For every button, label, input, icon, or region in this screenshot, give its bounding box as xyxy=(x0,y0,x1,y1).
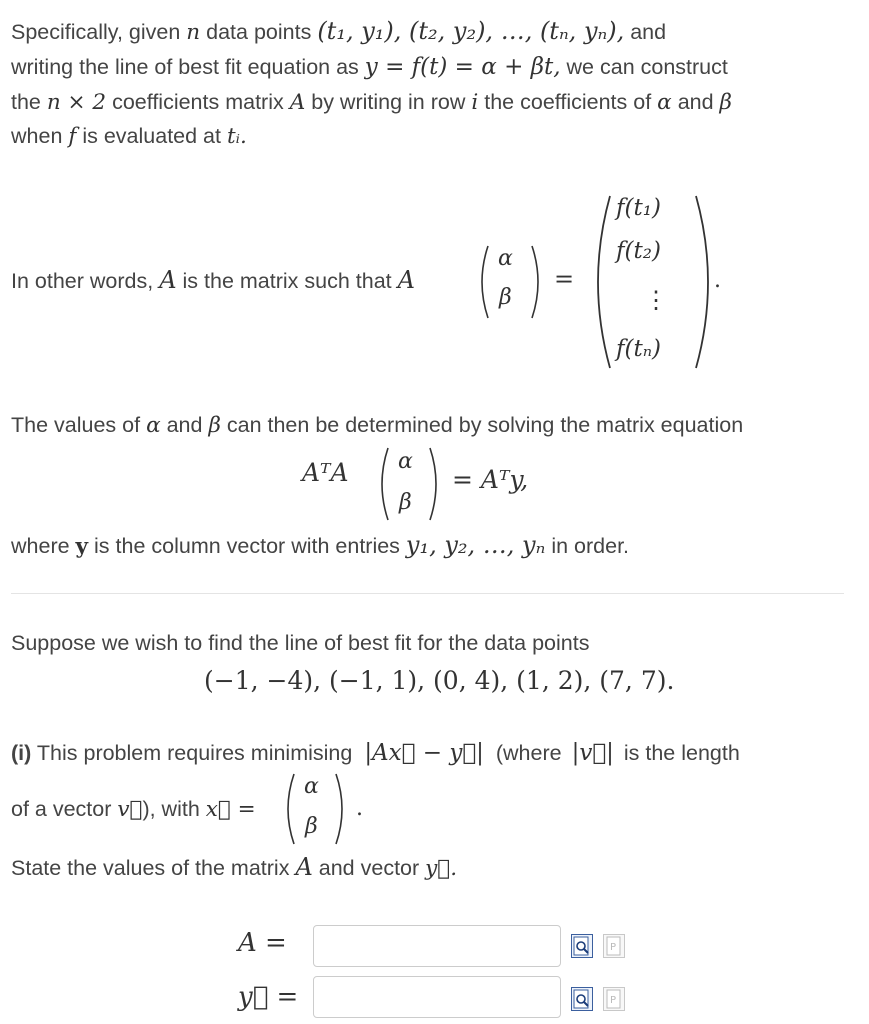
text: we can construct xyxy=(566,55,728,79)
answer-y-label: y⃗ = xyxy=(238,982,299,1012)
vec-beta: β xyxy=(305,814,318,839)
text: In other words, xyxy=(11,269,154,293)
math-y-vec: y⃗. xyxy=(425,856,458,881)
intro-line-2 xyxy=(11,50,728,84)
text: Specifically, given xyxy=(11,20,181,44)
math-A: A xyxy=(159,266,177,294)
text: This problem requires minimising xyxy=(36,741,353,765)
f-t1: f(t₁) xyxy=(616,195,661,221)
part-i-line xyxy=(11,736,740,770)
text: (where xyxy=(495,741,562,765)
text: is the matrix such that xyxy=(182,269,392,293)
math-norm-v: |v⃗| xyxy=(571,740,614,766)
text: data points xyxy=(206,20,312,44)
text: and vector xyxy=(318,856,420,880)
text: and xyxy=(677,90,714,114)
preview-icon[interactable] xyxy=(571,934,593,958)
text: is evaluated at xyxy=(82,124,221,148)
math-entries: y₁, y₂, …, yₙ xyxy=(405,531,546,559)
text: the xyxy=(11,90,41,114)
math-data-points: (t₁, y₁), (t₂, y₂), …, (tₙ, yₙ), xyxy=(317,17,625,45)
math-beta: β xyxy=(208,413,221,438)
math-norm: |Ax⃗ − y⃗| xyxy=(364,740,484,766)
period: . xyxy=(356,796,363,821)
vec-alpha: α xyxy=(498,246,513,271)
text: when xyxy=(11,124,63,148)
normal-eq-intro xyxy=(11,408,743,443)
answer-A-label: A = xyxy=(238,928,287,958)
section-divider xyxy=(11,593,844,594)
text: The values of xyxy=(11,413,141,437)
math-y-bold: y xyxy=(75,534,89,559)
syntax-help-icon xyxy=(603,987,625,1011)
text: can then be determined by solving the matrix equation xyxy=(226,413,744,437)
preview-icon[interactable] xyxy=(571,987,593,1011)
text: by writing in row xyxy=(311,90,466,114)
intro-line-4 xyxy=(11,119,247,154)
text: State the values of the matrix xyxy=(11,856,290,880)
math-x-eq: x⃗ = xyxy=(205,797,256,822)
math-beta: β xyxy=(719,90,732,115)
vec-beta: β xyxy=(499,285,512,310)
state-line xyxy=(11,850,457,886)
math-alpha: α xyxy=(146,413,161,438)
math-v: v⃗ xyxy=(117,797,143,822)
text: of a vector xyxy=(11,797,112,821)
equals-sign: = xyxy=(554,265,575,293)
text: in order. xyxy=(551,534,630,558)
syntax-help-icon xyxy=(603,934,625,958)
text: and xyxy=(630,20,667,44)
math-n: n xyxy=(186,20,201,45)
text: writing the line of best fit equation as xyxy=(11,55,359,79)
math-dimension: n × 2 xyxy=(46,90,107,115)
intro-line-3 xyxy=(11,85,732,120)
text: coefficients matrix xyxy=(112,90,284,114)
intro-line-1 xyxy=(11,14,666,50)
part-label: (i) xyxy=(11,741,32,765)
math-A: A xyxy=(289,90,306,115)
answer-A-input[interactable] xyxy=(313,925,561,967)
vec-alpha: α xyxy=(304,774,319,799)
other-words-line xyxy=(11,263,415,298)
math-t-i: tᵢ. xyxy=(226,124,247,149)
math-f: f xyxy=(68,124,77,149)
text: is the length xyxy=(623,741,740,765)
math-alpha: α xyxy=(657,90,672,115)
math-i: i xyxy=(471,90,479,115)
text: and xyxy=(166,413,203,437)
math-fit-equation: y = f(t) = α + βt, xyxy=(364,54,561,80)
where-line xyxy=(11,528,629,564)
suppose-line: Suppose we wish to find the line of best fit for the data points xyxy=(11,631,590,655)
period: . xyxy=(714,268,721,293)
text: the coefficients of xyxy=(484,90,652,114)
svg-text:P: P xyxy=(610,995,617,1006)
normal-eq-rhs: = Aᵀy, xyxy=(452,465,529,494)
svg-text:P: P xyxy=(610,942,617,953)
text: where xyxy=(11,534,70,558)
vec-alpha: α xyxy=(398,449,413,474)
text: is the column vector with entries xyxy=(94,534,400,558)
f-tn: f(tₙ) xyxy=(616,336,662,362)
text: ), with xyxy=(142,797,200,821)
math-A: A xyxy=(295,853,313,881)
data-points: (−1, −4), (−1, 1), (0, 4), (1, 2), (7, 7). xyxy=(204,666,675,695)
vector-line xyxy=(11,792,256,827)
vec-beta: β xyxy=(399,490,412,515)
math-A: A xyxy=(397,266,415,294)
answer-y-input[interactable] xyxy=(313,976,561,1018)
vdots: ⋮ xyxy=(644,286,668,314)
f-t2: f(t₂) xyxy=(616,238,661,264)
normal-eq-lhs: AᵀA xyxy=(302,458,349,487)
